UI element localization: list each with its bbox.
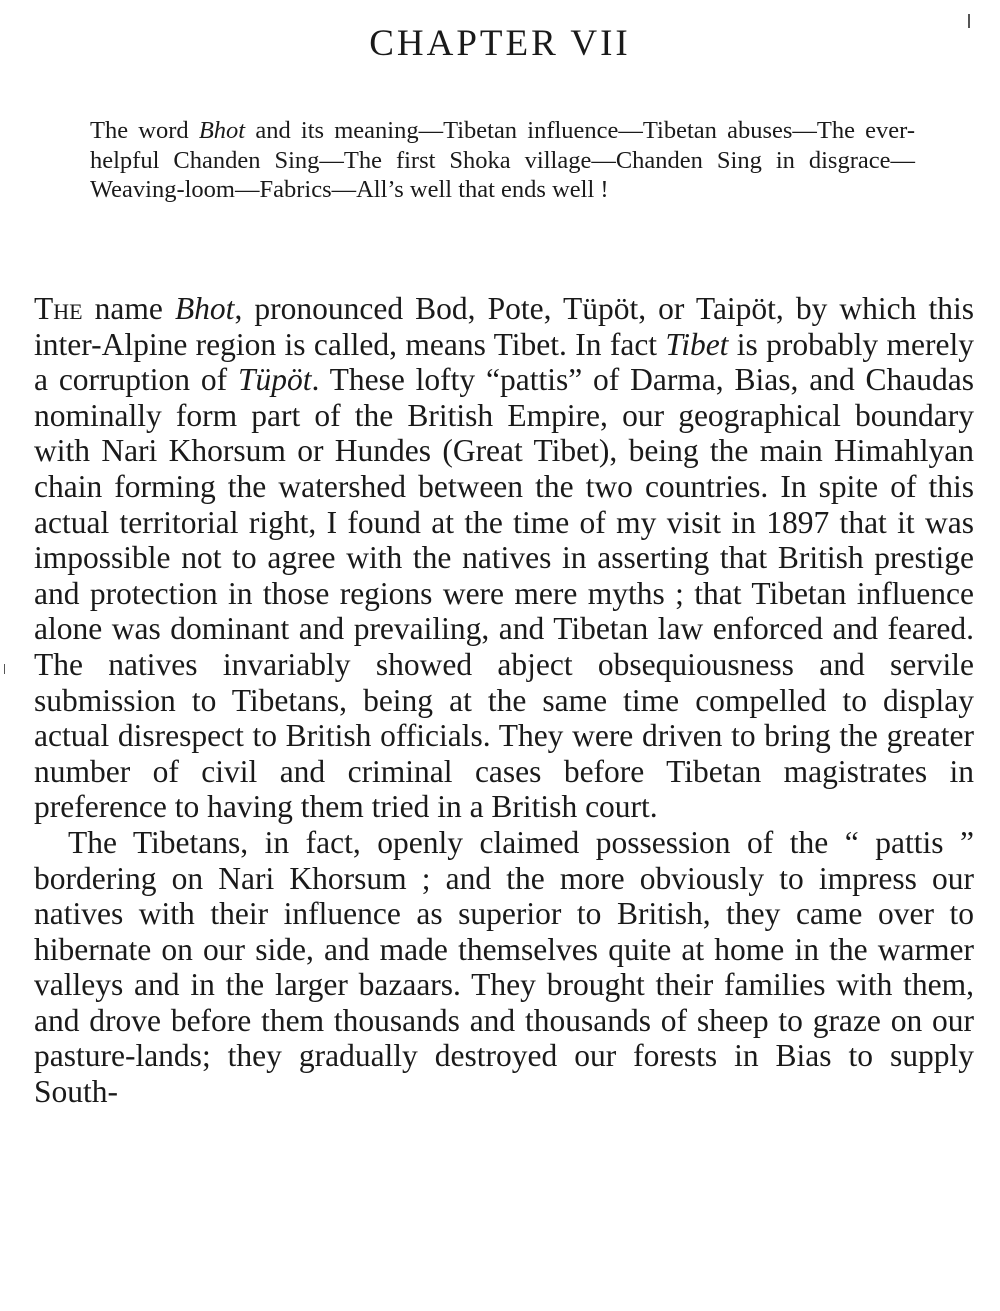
chapter-title: CHAPTER VII	[369, 23, 631, 64]
summary-text-start: The word	[90, 117, 199, 144]
paragraph-1-opening-word: The	[34, 291, 83, 326]
body-text	[34, 291, 974, 1110]
paragraph-1	[34, 291, 974, 825]
paragraph-1-text-d: . These lofty “pattis” of Darma, Bias, and Chaudas nominally form part of the British Empire, our geographical boundary with Nari Khorsum or Hundes (Great Tibet), being the main Himahlyan chain forming the watershed between the two countries. In spite of this actual territorial right, I found at the time of my visit in 1897 that it was impossible not to agree with the natives in asserting that British prestige and protection in those regions were mere myths ; that Tibetan influence alone was dominant and prevailing, and Tibetan law enforced and feared. The natives invariably showed abject obsequiousness and servile submission to Tibetans, being at the same time compelled to display actual disrespect to British officials. They were driven to bring the greater number of civil and criminal cases before Tibetan magistrates in preference to having them tried in a British court.	[34, 362, 975, 825]
paragraph-1-bhot-word: Bhot	[174, 291, 235, 326]
paragraph-1-text-b: , pronounced Bod, Pote, Tüpöt, or Taipöt, by which this inter-Alpine region is called, means Tibet. In fact	[34, 291, 974, 362]
chapter-summary	[90, 116, 915, 205]
paragraph-2: The Tibetans, in fact, openly claimed possession of the “ pattis ” bordering on Nari Khorsum ; and the more obviously to impress our natives with their influence as superior to British, they came over to hibernate on our side, and made themselves quite at home in the warmer valleys and in the larger bazaars. They brought their families with them, and drove before them thousands and thousands of sheep to graze on our pasture-lands; they gradually destroyed our forests in Bias to supply South-	[34, 824, 974, 1110]
paragraph-1-tupot-word: Tüpöt	[237, 362, 312, 398]
summary-text-rest: and its meaning—Tibetan influence—Tibetan abuses—The ever-helpful Chanden Sing—The first Shoka village—Chanden Sing in disgrace—Weaving-loom—Fabrics—All’s well that ends well !	[90, 117, 915, 203]
paragraph-1-tibet-word: Tibet	[665, 326, 729, 362]
paragraph-1-text-a: name	[82, 291, 175, 326]
scan-mark-top-right	[968, 14, 970, 28]
paragraph-1-text-c: is probably merely a corruption of	[34, 326, 974, 398]
summary-bhot-word: Bhot	[198, 117, 246, 144]
scan-mark-left-margin	[4, 664, 5, 674]
